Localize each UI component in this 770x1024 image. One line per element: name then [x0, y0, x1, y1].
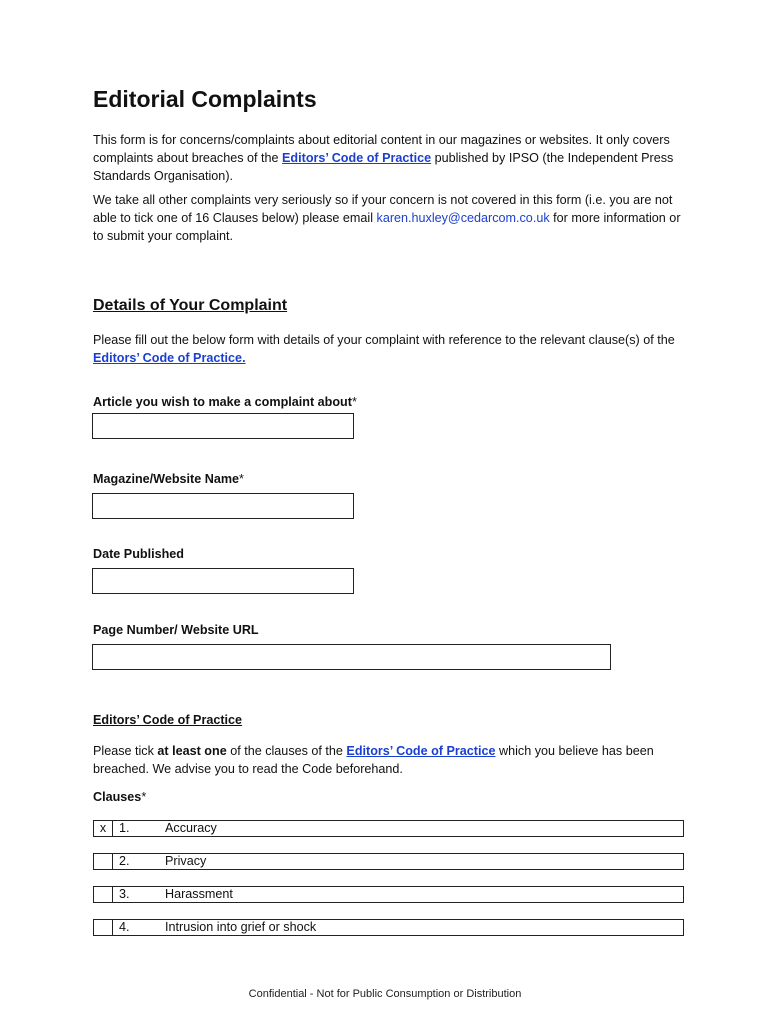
- date-label: Date Published: [93, 547, 184, 561]
- intro-paragraph-2: [93, 191, 683, 245]
- intro-p2-text: We take all other complaints very seriously so if your concern is not covered in this form (i.e. you are not able to tick one of 16 Clauses below) please email: [93, 193, 673, 225]
- code-text-mid: of the clauses of the: [226, 744, 347, 758]
- article-input[interactable]: [92, 413, 354, 439]
- article-label: Article you wish to make a complaint about*: [93, 395, 357, 409]
- intro-p2-text-after: for more information or to submit your complaint.: [93, 211, 681, 243]
- clause-checkbox[interactable]: [94, 887, 113, 902]
- clause-checkbox[interactable]: x: [94, 821, 113, 836]
- clauses-label: Clauses*: [93, 790, 147, 804]
- clause-number: 1.: [119, 821, 130, 835]
- editors-code-link[interactable]: Editors’ Code of Practice: [282, 151, 432, 165]
- details-paragraph: [93, 331, 683, 367]
- contact-email-link[interactable]: karen.huxley@cedarcom.co.uk: [376, 211, 554, 225]
- date-input[interactable]: [92, 568, 354, 594]
- clause-text: Intrusion into grief or shock: [165, 920, 317, 934]
- clause-number: 4.: [119, 920, 130, 934]
- code-paragraph: [93, 742, 683, 778]
- clause-row: [93, 820, 684, 837]
- clause-checkbox[interactable]: [94, 854, 113, 869]
- code-heading: Editors’ Code of Practice: [93, 713, 243, 727]
- clause-row: [93, 853, 684, 870]
- footer-note: Confidential - Not for Public Consumption or Distribution: [248, 988, 522, 1000]
- intro-paragraph-1: [93, 131, 683, 185]
- clause-text: Privacy: [165, 854, 207, 868]
- clause-number: 2.: [119, 854, 130, 868]
- clause-row: [93, 886, 684, 903]
- clause-text: Harassment: [165, 887, 233, 901]
- page-url-label: Page Number/ Website URL: [93, 623, 259, 637]
- page-url-input[interactable]: [92, 644, 611, 670]
- details-text: Please fill out the below form with details of your complaint with reference to the relevant clause(s) of the: [93, 333, 675, 347]
- magazine-label: Magazine/Website Name*: [93, 472, 244, 486]
- page-title: Editorial Complaints: [93, 86, 317, 112]
- code-text: Please tick: [93, 744, 158, 758]
- clause-number: 3.: [119, 887, 130, 901]
- intro-p1-text-after: published by IPSO (the Independent Press Standards Organisation).: [93, 151, 674, 183]
- clause-text: Accuracy: [165, 821, 217, 835]
- code-text-bold: at least one: [157, 744, 227, 758]
- code-text-after: which you believe has been breached. We advise you to read the Code beforehand.: [93, 744, 654, 776]
- intro-p1-text: This form is for concerns/complaints about editorial content in our magazines or websites. It only covers complaints about breaches of the: [93, 133, 670, 165]
- magazine-input[interactable]: [92, 493, 354, 519]
- clause-row: [93, 919, 684, 936]
- clause-checkbox[interactable]: [94, 920, 113, 935]
- editors-code-link-2[interactable]: Editors’ Code of Practice.: [93, 351, 246, 365]
- details-heading: Details of Your Complaint: [93, 297, 288, 314]
- editors-code-link-3[interactable]: Editors’ Code of Practice: [346, 744, 496, 758]
